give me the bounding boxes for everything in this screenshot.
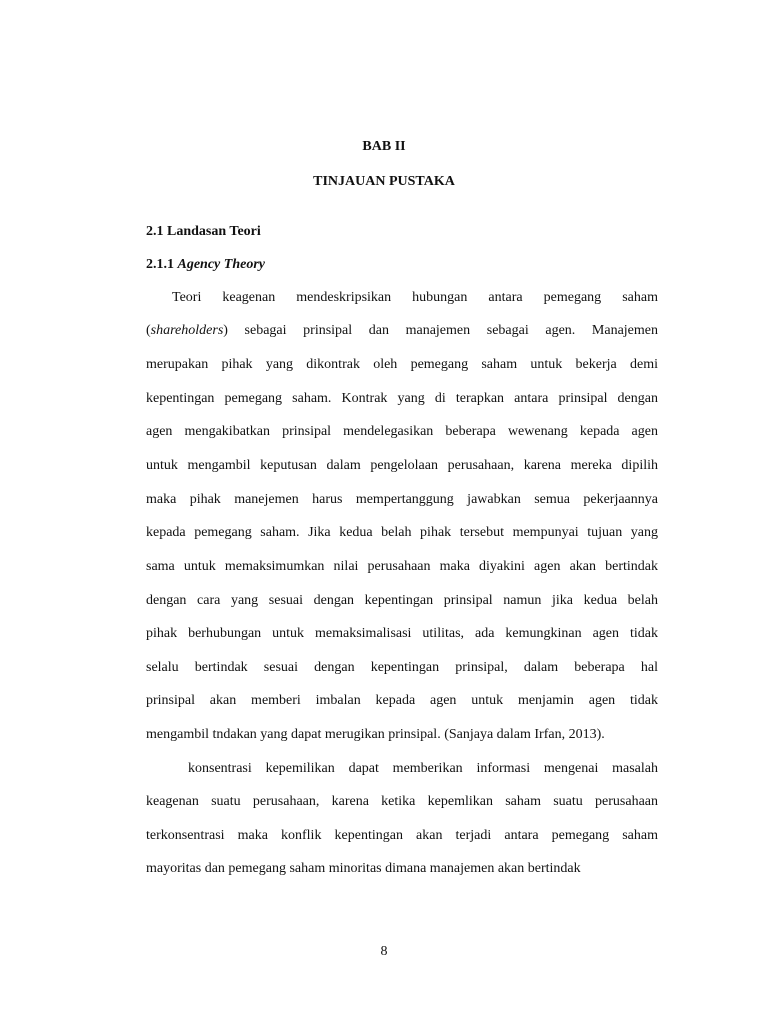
paragraph-1-line-6: untuk mengambil keputusan dalam pengelolaan perusahaan, karena mereka dipilih [146, 458, 658, 473]
paragraph-2-line-3: terkonsentrasi maka konflik kepentingan akan terjadi antara pemegang saham [146, 828, 658, 843]
subsection-title: Agency Theory [177, 257, 265, 272]
paragraph-1-line-10: dengan cara yang sesuai dengan kepentingan prinsipal namun jika kedua belah [146, 593, 658, 608]
subsection-number: 2.1.1 [146, 257, 174, 272]
chapter-title: TINJAUAN PUSTAKA [313, 174, 455, 189]
line-2-rest: ) sebagai prinsipal dan manajemen sebagai agen. Manajemen [223, 323, 658, 338]
paragraph-1-line-8: kepada pemegang saham. Jika kedua belah pihak tersebut mempunyai tujuan yang [146, 525, 658, 540]
paragraph-2-line-4: mayoritas dan pemegang saham minoritas dimana manajemen akan bertindak [146, 861, 581, 876]
subsection-heading [146, 255, 265, 275]
open-paren: ( [146, 323, 151, 338]
paragraph-1-line-12: selalu bertindak sesuai dengan kepentingan prinsipal, dalam beberapa hal [146, 660, 658, 675]
paragraph-2-line-2: keagenan suatu perusahaan, karena ketika kepemlikan saham suatu perusahaan [146, 794, 658, 809]
paragraph-1-line-1: Teori keagenan mendeskripsikan hubungan antara pemegang saham [172, 290, 658, 305]
section-heading: 2.1 Landasan Teori [146, 224, 261, 239]
paragraph-1-line-2 [146, 321, 658, 341]
paragraph-1-line-9: sama untuk memaksimumkan nilai perusahaan maka diyakini agen akan bertindak [146, 559, 658, 574]
paragraph-1-line-4: kepentingan pemegang saham. Kontrak yang di terapkan antara prinsipal dengan [146, 391, 658, 406]
shareholders-term: shareholders [150, 323, 224, 338]
paragraph-1-line-7: maka pihak manejemen harus mempertanggung jawabkan semua pekerjaannya [146, 492, 658, 507]
paragraph-1-line-11: pihak berhubungan untuk memaksimalisasi utilitas, ada kemungkinan agen tidak [146, 626, 658, 641]
chapter-label: BAB II [362, 139, 406, 154]
paragraph-2-line-1: konsentrasi kepemilikan dapat memberikan informasi mengenai masalah [188, 761, 658, 776]
paragraph-1-line-3: merupakan pihak yang dikontrak oleh pemegang saham untuk bekerja demi [146, 357, 658, 372]
paragraph-1-line-5: agen mengakibatkan prinsipal mendelegasikan beberapa wewenang kepada agen [146, 424, 658, 439]
paragraph-1-line-13: prinsipal akan memberi imbalan kepada agen untuk menjamin agen tidak [146, 693, 658, 708]
paragraph-1-line-14: mengambil tndakan yang dapat merugikan prinsipal. (Sanjaya dalam Irfan, 2013). [146, 727, 605, 742]
page-number: 8 [380, 944, 388, 959]
